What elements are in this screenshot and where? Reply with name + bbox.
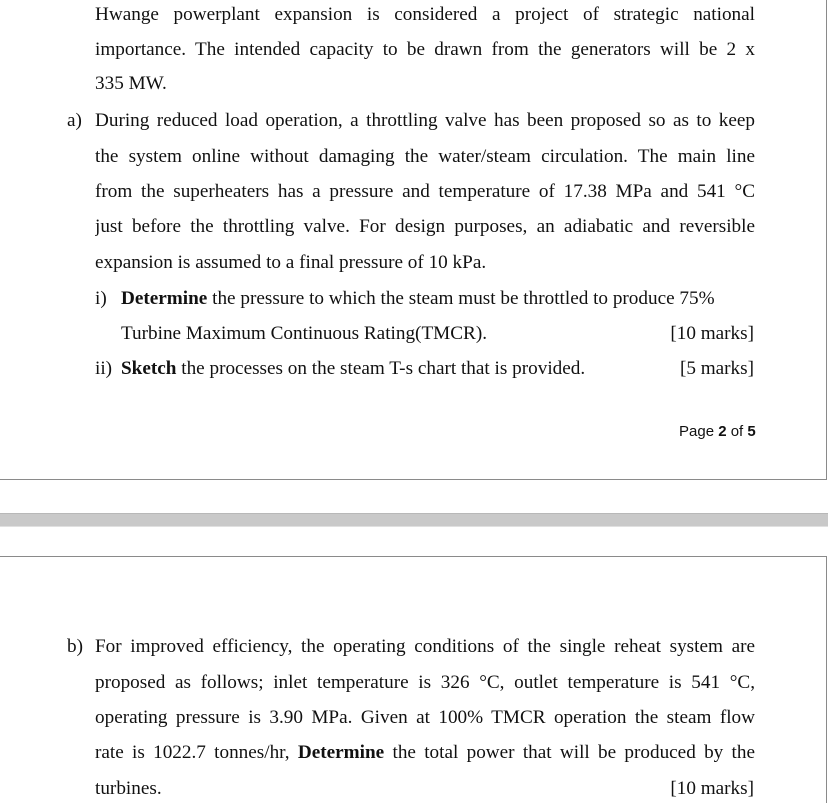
part-a-line-2: the system online without damaging the water/steam circulation. The main line xyxy=(95,146,755,167)
part-b-keyword: Determine xyxy=(297,742,385,763)
part-b-line-4-post: the total power that will be produced by the xyxy=(384,742,755,763)
part-b-line-3: operating pressure is 3.90 MPa. Given at 100% TMCR operation the steam flow xyxy=(95,707,755,728)
intro-line-1: Hwange powerplant expansion is considered a project of strategic national xyxy=(95,4,755,25)
part-b-line-2: proposed as follows; inlet temperature is 326 °C, outlet temperature is 541 °C, xyxy=(95,672,755,693)
part-a-ii-keyword: Sketch xyxy=(121,358,177,379)
part-b-marks: [10 marks] xyxy=(670,778,754,799)
part-a-i-marks: [10 marks] xyxy=(670,323,754,344)
page-number-total: 5 xyxy=(747,423,756,440)
part-a-label: a) xyxy=(67,110,82,131)
part-b-line-5: turbines. xyxy=(95,778,162,799)
page-number-middle: of xyxy=(726,423,748,440)
part-a-i-line-1 xyxy=(121,287,715,311)
page-separator xyxy=(0,513,828,527)
page-number-current: 2 xyxy=(718,423,727,440)
part-b-line-4 xyxy=(95,741,755,765)
page-number-prefix: Page xyxy=(679,423,719,440)
document-page-3 xyxy=(0,556,827,803)
part-b-label: b) xyxy=(67,636,83,657)
part-a-ii-label: ii) xyxy=(95,358,113,379)
part-a-i-text: the pressure to which the steam must be throttled to produce 75% xyxy=(207,288,715,309)
part-a-line-4: just before the throttling valve. For design purposes, an adiabatic and reversible xyxy=(95,216,755,237)
page-number xyxy=(679,422,756,442)
part-a-line-1: During reduced load operation, a throttling valve has been proposed so as to keep xyxy=(95,110,755,131)
part-a-ii-text: the processes on the steam T-s chart that is provided. xyxy=(176,358,586,379)
part-a-i-label: i) xyxy=(95,288,107,309)
part-a-line-5: expansion is assumed to a final pressure of 10 kPa. xyxy=(95,252,487,273)
intro-line-3: 335 MW. xyxy=(95,73,167,94)
part-a-ii-line xyxy=(121,357,585,381)
part-b-line-1: For improved efficiency, the operating conditions of the single reheat system are xyxy=(95,636,755,657)
intro-line-2: importance. The intended capacity to be drawn from the generators will be 2 x xyxy=(95,39,755,60)
part-a-line-3: from the superheaters has a pressure and temperature of 17.38 MPa and 541 °C xyxy=(95,181,755,202)
part-b-line-4-pre: rate is 1022.7 tonnes/hr, xyxy=(95,742,298,763)
part-a-ii-marks: [5 marks] xyxy=(679,358,754,379)
part-a-i-keyword: Determine xyxy=(121,288,208,309)
part-a-i-line-2: Turbine Maximum Continuous Rating(TMCR). xyxy=(121,323,488,344)
